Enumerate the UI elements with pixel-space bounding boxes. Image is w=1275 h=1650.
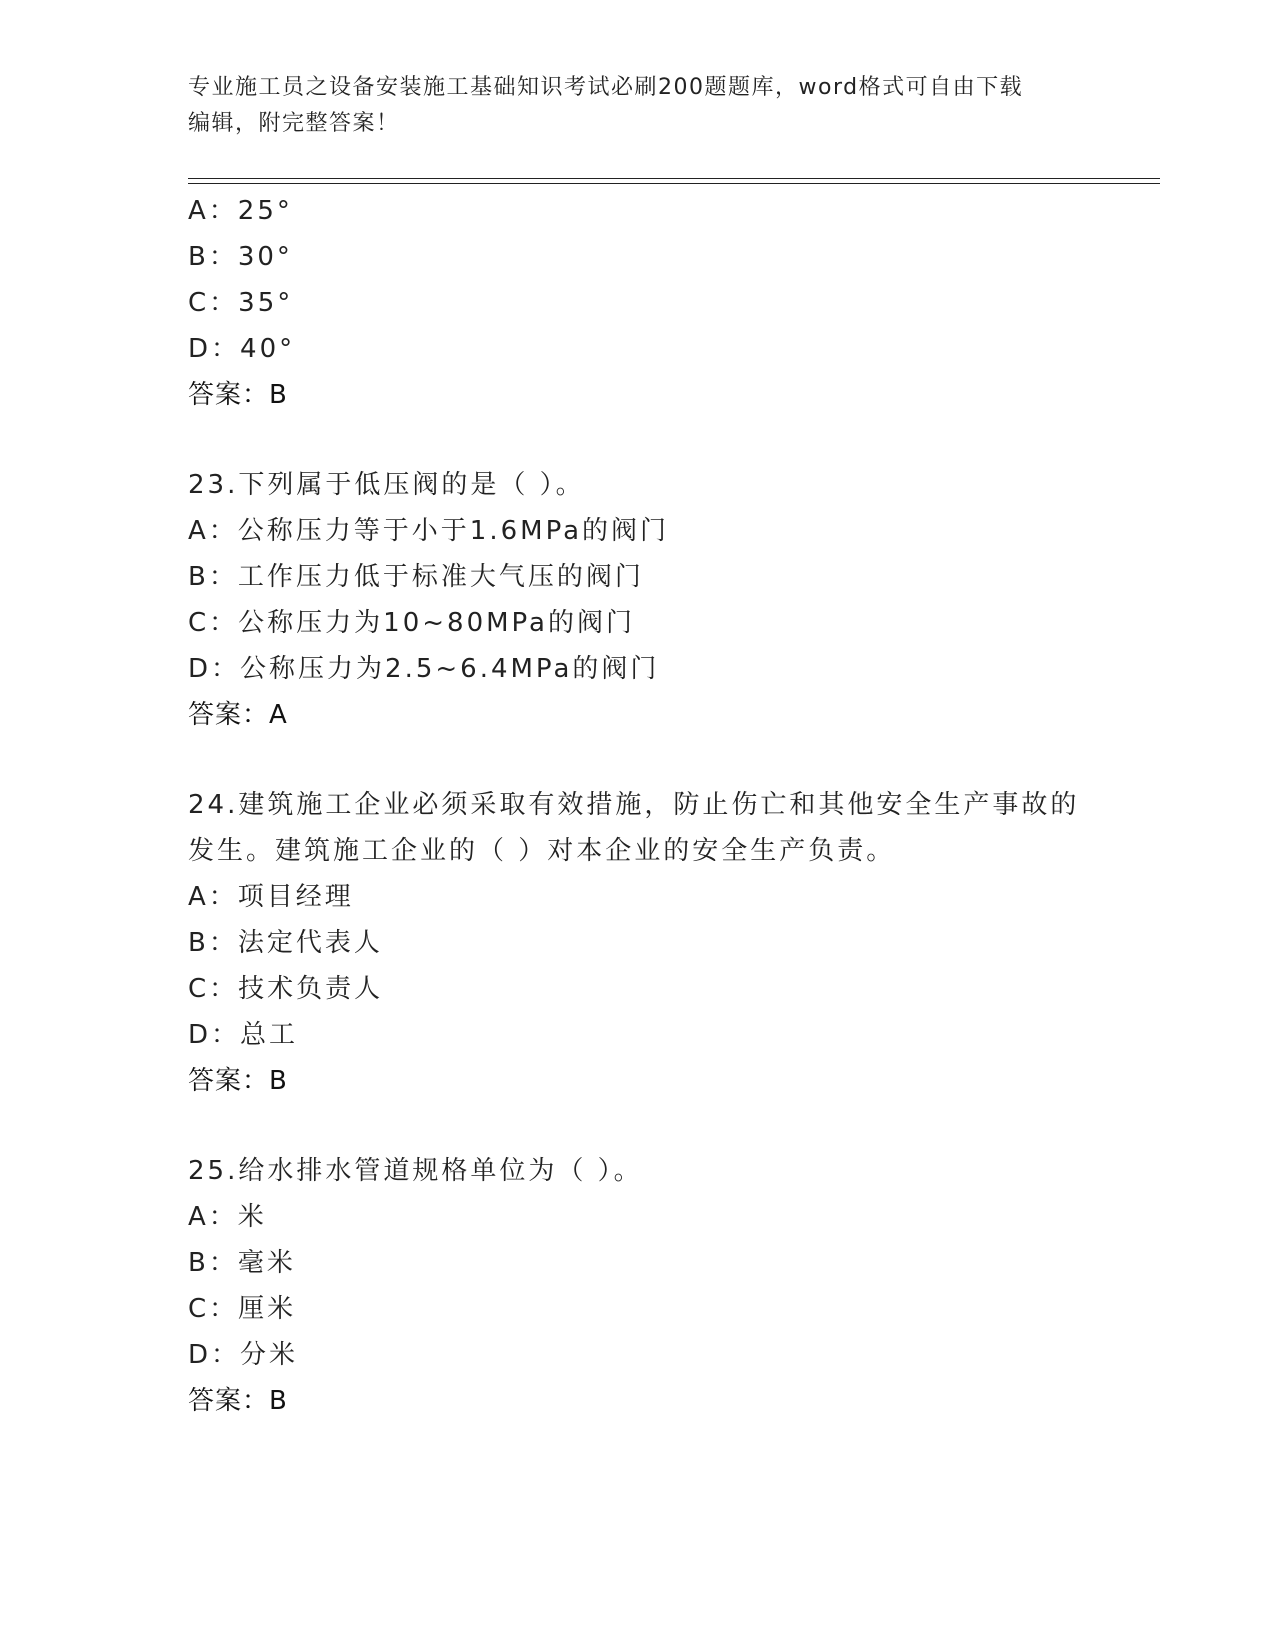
option-a: A：公称压力等于小于1.6MPa的阀门 <box>188 516 670 546</box>
question-stem-line-1: 24.建筑施工企业必须采取有效措施，防止伤亡和其他安全生产事故的 <box>188 790 1080 820</box>
option-b: B：工作压力低于标准大气压的阀门 <box>188 562 644 592</box>
answer-line: 答案：B <box>188 1386 288 1416</box>
spacer <box>188 738 1088 782</box>
option-a: A：米 <box>188 1202 267 1232</box>
option-a: A：项目经理 <box>188 882 354 912</box>
header-divider-bottom <box>188 183 1160 184</box>
answer-line: 答案：B <box>188 380 288 410</box>
option-c: C：公称压力为10~80MPa的阀门 <box>188 608 635 638</box>
question-22-continued <box>188 188 1088 418</box>
option-d: D：总工 <box>188 1020 299 1050</box>
question-25 <box>188 1148 1088 1424</box>
question-list <box>188 188 1088 1424</box>
option-d: D：40° <box>188 334 296 364</box>
question-stem: 23.下列属于低压阀的是（ ）。 <box>188 470 585 500</box>
question-stem: 25.给水排水管道规格单位为（ ）。 <box>188 1156 643 1186</box>
header-divider-top <box>188 178 1160 179</box>
spacer <box>188 418 1088 462</box>
spacer <box>188 1104 1088 1148</box>
option-b: B：毫米 <box>188 1248 296 1278</box>
document-header <box>188 70 1088 142</box>
header-title-line-1: 专业施工员之设备安装施工基础知识考试必刷200题题库，word格式可自由下载 <box>188 75 1024 100</box>
header-title-line-2: 编辑，附完整答案！ <box>188 111 400 136</box>
question-24 <box>188 782 1088 1104</box>
answer-line: 答案：A <box>188 700 288 730</box>
question-23 <box>188 462 1088 738</box>
option-c: C：厘米 <box>188 1294 297 1324</box>
option-b: B：30° <box>188 242 293 272</box>
option-c: C：技术负责人 <box>188 974 384 1004</box>
option-c: C：35° <box>188 288 294 318</box>
answer-line: 答案：B <box>188 1066 288 1096</box>
option-a: A：25° <box>188 196 293 226</box>
option-d: D：分米 <box>188 1340 299 1370</box>
question-stem-line-2: 发生。建筑施工企业的（ ）对本企业的安全生产负责。 <box>188 836 896 866</box>
option-d: D：公称压力为2.5~6.4MPa的阀门 <box>188 654 660 684</box>
option-b: B：法定代表人 <box>188 928 383 958</box>
